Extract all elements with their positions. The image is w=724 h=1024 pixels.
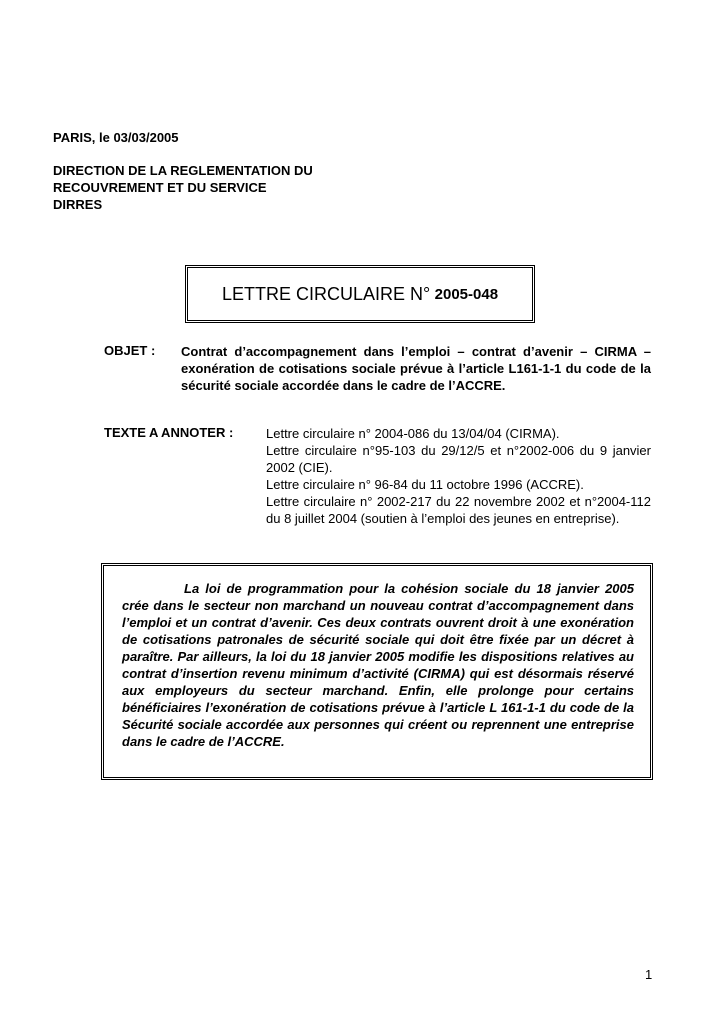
direction-line-3: DIRRES [53,197,103,212]
texte-item: Lettre circulaire n° 2002-217 du 22 novembre 2002 et n°2004-112 du 8 juillet 2004 (soutien à l’emploi des jeunes en entreprise). [266,494,651,526]
direction-line-2: RECOUVREMENT ET DU SERVICE [53,180,267,195]
texte-item: Lettre circulaire n° 2004-086 du 13/04/04 (CIRMA). [266,426,560,441]
texte-item: Lettre circulaire n° 96-84 du 11 octobre 1996 (ACCRE). [266,477,584,492]
objet-label: OBJET : [104,343,156,358]
title-number: 2005-048 [434,285,499,303]
direction-block [53,162,373,213]
summary-box [101,563,653,780]
texte-item: Lettre circulaire n°95-103 du 29/12/5 et n°2002-006 du 9 janvier 2002 (CIE). [266,443,651,475]
summary-text: La loi de programmation pour la cohésion sociale du 18 janvier 2005 crée dans le secteur non marchand un nouveau contrat d’accompagnement dans l’emploi et un contrat d’avenir. Ces deux contrats ouvrent droit à une exonération de cotisations patronales de sécurité sociale qui doit être fixée par un décret à paraître. Par ailleurs, la loi du 18 janvier 2005 modifie les dispositions relatives au contrat d’insertion revenu minimum d’activité (CIRMA) qui est désormais réservé aux employeurs du secteur marchand. Enfin, elle prolonge pour certains bénéficiaires l’exonération de cotisations prévue à l’article L 161-1-1 du code de la Sécurité sociale accordée aux personnes qui créent ou reprennent une entreprise dans le cadre de l’ACCRE. [122,581,634,749]
texte-a-annoter-label: TEXTE A ANNOTER : [104,425,234,440]
texte-a-annoter-list [266,425,651,527]
page-number: 1 [645,967,653,982]
direction-line-1: DIRECTION DE LA REGLEMENTATION DU [53,163,313,178]
title-box [185,265,535,323]
title-main: LETTRE CIRCULAIRE N° [221,283,431,304]
objet-text: Contrat d’accompagnement dans l’emploi – contrat d’avenir – CIRMA – exonération de cotisations sociale prévue à l’article L161-1-1 du code de la sécurité sociale accordée dans le cadre de l’ACCRE. [181,344,651,393]
date-line: PARIS, le 03/03/2005 [53,130,179,145]
